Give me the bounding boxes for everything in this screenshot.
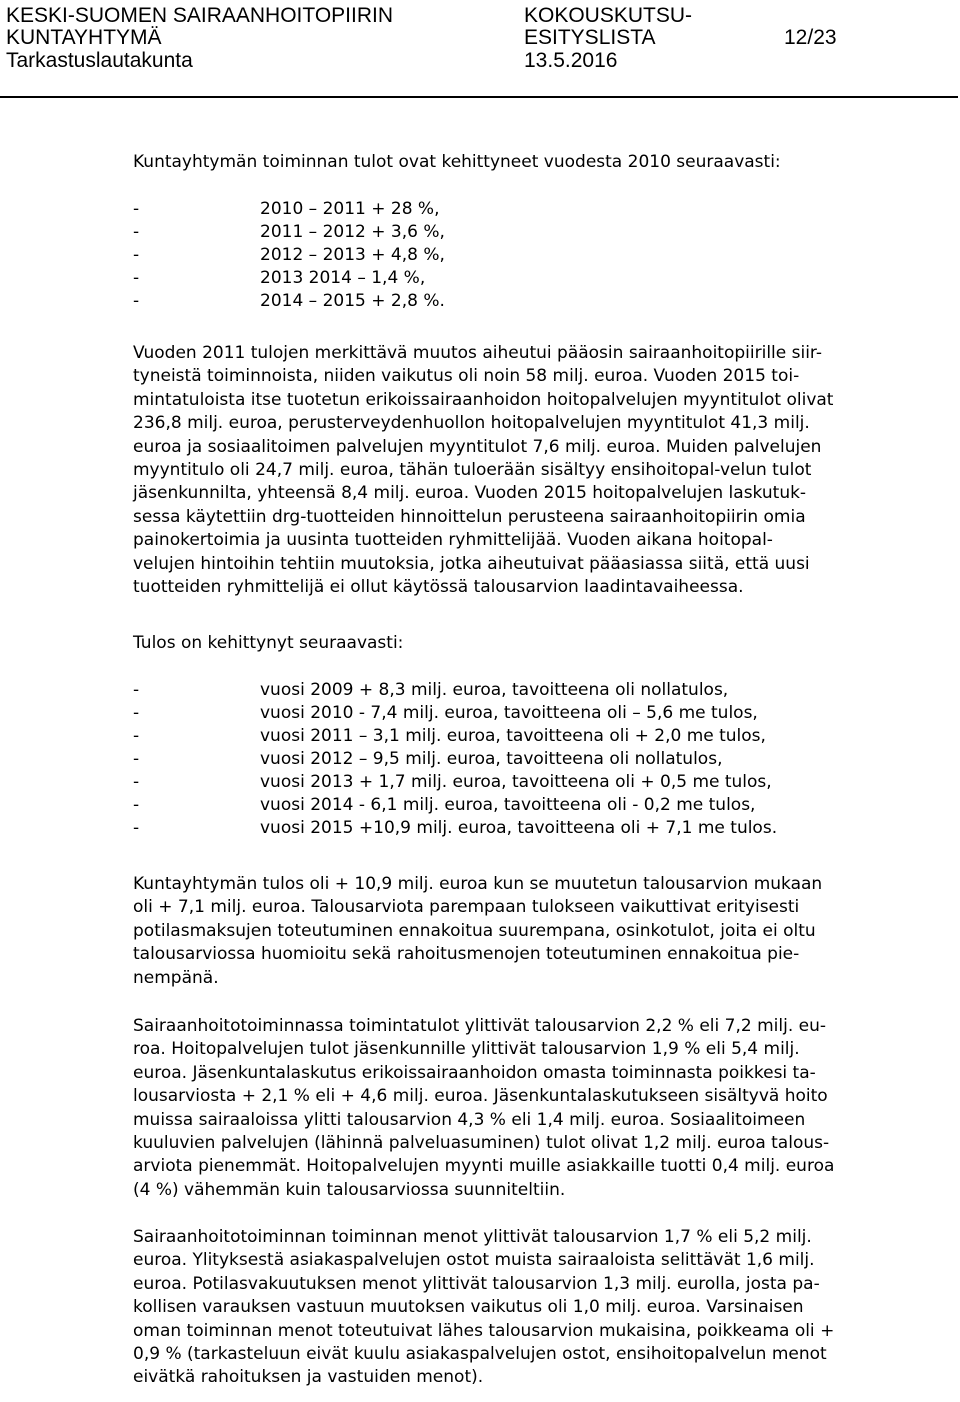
list-item: - vuosi 2012 – 9,5 milj. euroa, tavoitteena oli nollatulos,	[133, 749, 723, 769]
annual-result-list	[133, 679, 933, 840]
meeting-date: 13.5.2016	[524, 49, 618, 72]
list-item: - vuosi 2013 + 1,7 milj. euroa, tavoitteena oli + 0,5 me tulos,	[133, 772, 772, 792]
list-item: - 2014 – 2015 + 2,8 %.	[133, 291, 445, 311]
list-item: - vuosi 2009 + 8,3 milj. euroa, tavoitteena oli nollatulos,	[133, 680, 729, 700]
list-item: - vuosi 2015 +10,9 milj. euroa, tavoitteena oli + 7,1 me tulos.	[133, 818, 778, 838]
header-divider	[0, 96, 958, 98]
list-item: - vuosi 2014 - 6,1 milj. euroa, tavoitteena oli - 0,2 me tulos,	[133, 795, 756, 815]
result-intro: Tulos on kehittynyt seuraavasti:	[133, 633, 404, 653]
revenue-growth-list	[133, 198, 733, 313]
doc-type-line1: KOKOUSKUTSU-	[524, 4, 693, 27]
board-name: Tarkastuslautakunta	[6, 49, 193, 72]
paragraph-operating-expenses: Sairaanhoitotoiminnan toiminnan menot ylittivät talousarvion 1,7 % eli 5,2 milj. euroa. Ylityksestä asiakaspalvelujen ostot muista sairaaloista selittävät 1,6 milj. euroa. Potilasvakuutuksen menot ylittivät talousarvion 1,3 milj. eurolla, josta pa- kollisen varauksen vastuun muutoksen vaikutus oli 1,0 milj. euroa. Varsinaisen oman toiminnan menot toteutuivat lähes talousarvion mukaisina, poikkeama oli + 0,9 % (tarkasteluun eivät kuulu asiakaspalvelujen ostot, ensihoitopalvelun menot eivätkä rahoituksen ja vastuiden menot).	[133, 1227, 835, 1388]
doc-type-line2: ESITYSLISTA	[524, 26, 656, 49]
org-name-line1: KESKI-SUOMEN SAIRAANHOITOPIIRIN	[6, 4, 394, 27]
document-header	[2, 0, 958, 96]
list-item: - 2010 – 2011 + 28 %,	[133, 199, 440, 219]
list-item: - vuosi 2010 - 7,4 milj. euroa, tavoitteena oli – 5,6 me tulos,	[133, 703, 758, 723]
list-item: - 2011 – 2012 + 3,6 %,	[133, 222, 445, 242]
page-number: 12/23	[784, 26, 837, 49]
list-item: - 2012 – 2013 + 4,8 %,	[133, 245, 445, 265]
revenue-intro: Kuntayhtymän toiminnan tulot ovat kehittyneet vuodesta 2010 seuraavasti:	[133, 152, 781, 172]
paragraph-revenue-details: Vuoden 2011 tulojen merkittävä muutos aiheutui pääosin sairaanhoitopiirille siir- tyneistä toiminnoista, niiden vaikutus oli noin 58 milj. euroa. Vuoden 2015 toi- mintatuloista itse tuotetun erikoissairaanhoidon hoitopalvelujen myyntitulot olivat 236,8 milj. euroa, perusterveydenhuollon hoitopalvelujen myyntitulot 41,3 milj. euroa ja sosiaalitoimen palvelujen myyntitulot 7,6 milj. euroa. Muiden palvelujen myyntitulo oli 24,7 milj. euroa, tähän tuloerään sisältyy ensihoitopal-velun tulot jäsenkunnilta, yhteensä 8,4 milj. euroa. Vuoden 2015 hoitopalvelujen laskutuk- sessa käytettiin drg-tuotteiden hinnoittelun perusteena sairaanhoitopiirin omia painokertoimia ja uusinta tuotteiden ryhmittelijää. Vuoden aikana hoitopal- velujen hintoihin tehtiin muutoksia, jotka aiheutuivat pääasiassa siitä, että uusi tuotteiden ryhmittelijä ei ollut käytössä talousarvion laadintavaiheessa.	[133, 343, 834, 598]
paragraph-operating-income: Sairaanhoitotoiminnassa toimintatulot ylittivät talousarvion 2,2 % eli 7,2 milj. eu- roa. Hoitopalvelujen tulot jäsenkunnille ylittivät talousarvion 1,9 % eli 5,4 milj. euroa. Jäsenkuntalaskutus erikoissairaanhoidon omasta toiminnasta poikkesi ta- lousarviosta + 2,1 % eli + 4,6 milj. euroa. Jäsenkuntalaskutukseen sisältyvä hoito muissa sairaaloissa ylitti talousarvion 4,3 % eli 1,4 milj. euroa. Sosiaalitoimeen kuuluvien palvelujen (lähinnä palveluasuminen) tulot olivat 1,2 milj. euroa talous- arviota pienemmät. Hoitopalvelujen myynti muille asiakkaille tuotti 0,4 milj. euroa (4 %) vähemmän kuin talousarviossa suunniteltiin.	[133, 1016, 835, 1200]
paragraph-result-summary: Kuntayhtymän tulos oli + 10,9 milj. euroa kun se muutetun talousarvion mukaan oli + 7,1 milj. euroa. Talousarviota parempaan tulokseen vaikuttivat erityisesti potilasmaksujen toteutuminen ennakoitua suurempana, osinkotulot, joita ei oltu talousarviossa huomioitu sekä rahoitusmenojen toteutuminen ennakoitua pie- nempänä.	[133, 874, 823, 988]
org-name-line2: KUNTAYHTYMÄ	[6, 26, 162, 49]
list-item: - vuosi 2011 – 3,1 milj. euroa, tavoitteena oli + 2,0 me tulos,	[133, 726, 766, 746]
list-item: - 2013 2014 – 1,4 %,	[133, 268, 426, 288]
